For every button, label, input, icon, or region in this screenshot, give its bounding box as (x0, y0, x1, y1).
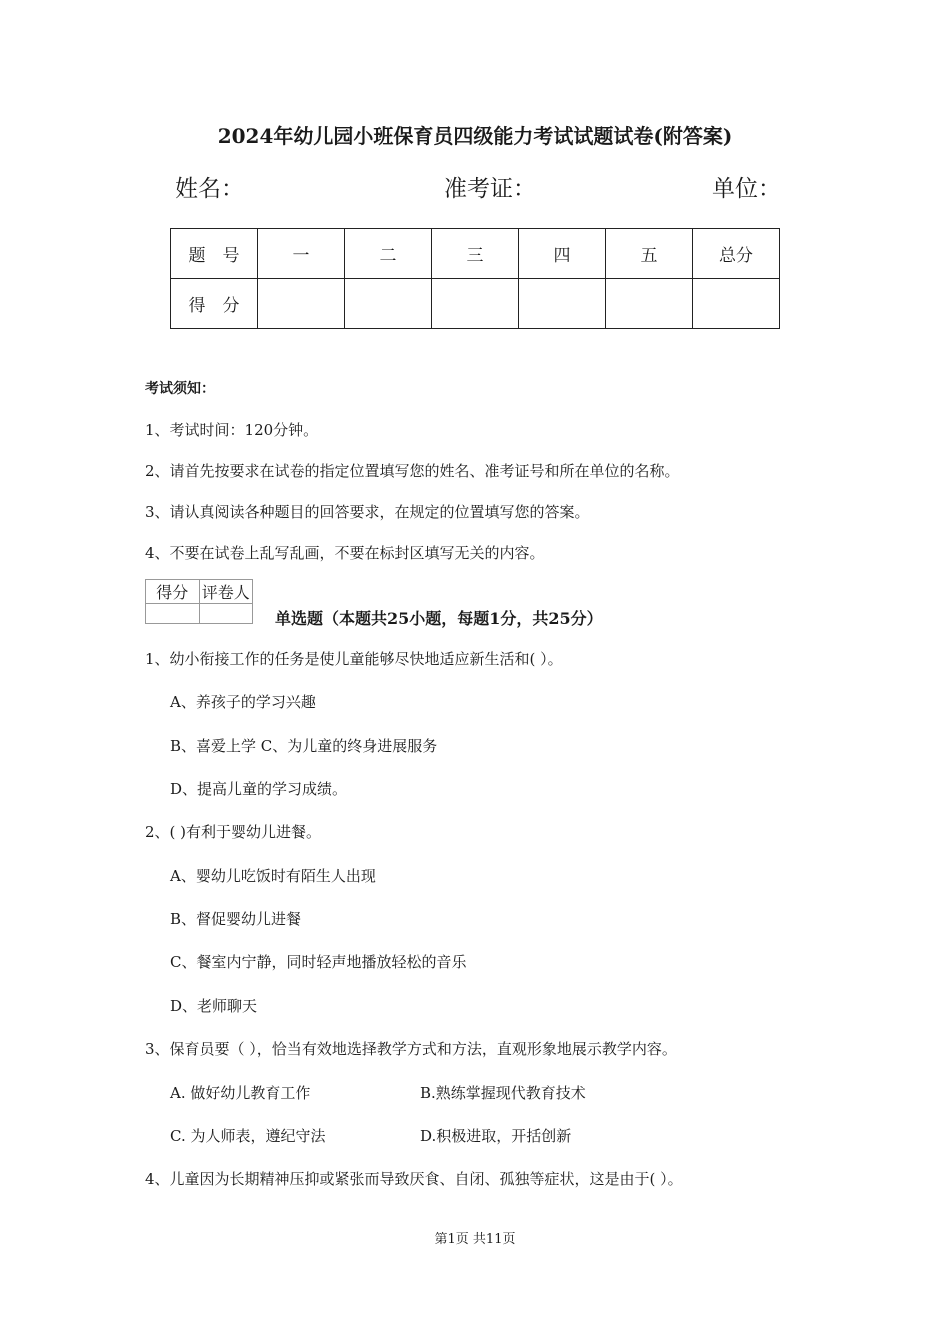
score-cell (606, 279, 693, 329)
question-option: B、督促婴幼儿进餐 (170, 910, 302, 928)
exam-id-field-label: 准考证： (444, 176, 536, 202)
score-cell (258, 279, 345, 329)
question-option: C. 为人师表，遵纪守法 (170, 1127, 326, 1145)
page-footer: 第1页 共11页 (434, 1232, 516, 1247)
exam-title: 2024年幼儿园小班保育员四级能力考试试题试卷(附答案) (217, 124, 733, 148)
unit-field-label: 单位： (712, 176, 781, 202)
question-option: A、养孩子的学习兴趣 (170, 693, 316, 711)
score-cell (345, 279, 432, 329)
question-option: B.熟练掌握现代教育技术 (420, 1084, 586, 1102)
score-header-cell: 一 (258, 229, 345, 279)
question-option: D.积极进取，开括创新 (420, 1127, 572, 1145)
question-option: A、婴幼儿吃饭时有陌生人出现 (170, 867, 376, 885)
score-header-cell: 总分 (693, 229, 780, 279)
score-header-cell: 五 (606, 229, 693, 279)
grader-score-cell (146, 604, 200, 624)
score-cell (432, 279, 519, 329)
question-option: D、提高儿童的学习成绩。 (170, 780, 348, 798)
notice-item: 2、请首先按要求在试卷的指定位置填写您的姓名、准考证号和所在单位的名称。 (145, 462, 680, 480)
question-option: D、老师聊天 (170, 997, 258, 1015)
notice-heading: 考试须知： (145, 381, 215, 397)
question-stem: 3、保育员要（ ），恰当有效地选择教学方式和方法，直观形象地展示教学内容。 (145, 1040, 677, 1058)
score-table-header-row (171, 229, 780, 279)
grader-name-label: 评卷人 (199, 580, 253, 604)
score-header-cell: 三 (432, 229, 519, 279)
notice-item: 4、不要在试卷上乱写乱画，不要在标封区填写无关的内容。 (145, 544, 545, 562)
score-cell (693, 279, 780, 329)
grader-score-label: 得分 (146, 580, 200, 604)
notice-item: 1、考试时间：120分钟。 (145, 421, 319, 439)
question-stem: 2、( )有利于婴幼儿进餐。 (145, 823, 322, 841)
score-header-cell: 题 号 (171, 229, 258, 279)
grader-name-cell (199, 604, 253, 624)
score-row-label: 得 分 (171, 279, 258, 329)
notice-item: 3、请认真阅读各种题目的回答要求，在规定的位置填写您的答案。 (145, 503, 590, 521)
question-option: C、餐室内宁静，同时轻声地播放轻松的音乐 (170, 953, 467, 971)
question-stem: 1、幼小衔接工作的任务是使儿童能够尽快地适应新生活和( ）。 (145, 650, 563, 668)
section-heading: 单选题（本题共25小题，每题1分，共25分） (275, 609, 603, 628)
score-table (170, 228, 780, 329)
question-option: A. 做好幼儿教育工作 (170, 1084, 311, 1102)
score-table-score-row (171, 279, 780, 329)
score-cell (519, 279, 606, 329)
grader-box (145, 579, 253, 624)
score-header-cell: 四 (519, 229, 606, 279)
score-header-cell: 二 (345, 229, 432, 279)
question-stem: 4、儿童因为长期精神压抑或紧张而导致厌食、自闭、孤独等症状，这是由于( ）。 (145, 1170, 683, 1188)
question-option: B、喜爱上学 C、为儿童的终身进展服务 (170, 737, 438, 755)
name-field-label: 姓名： (175, 176, 244, 202)
